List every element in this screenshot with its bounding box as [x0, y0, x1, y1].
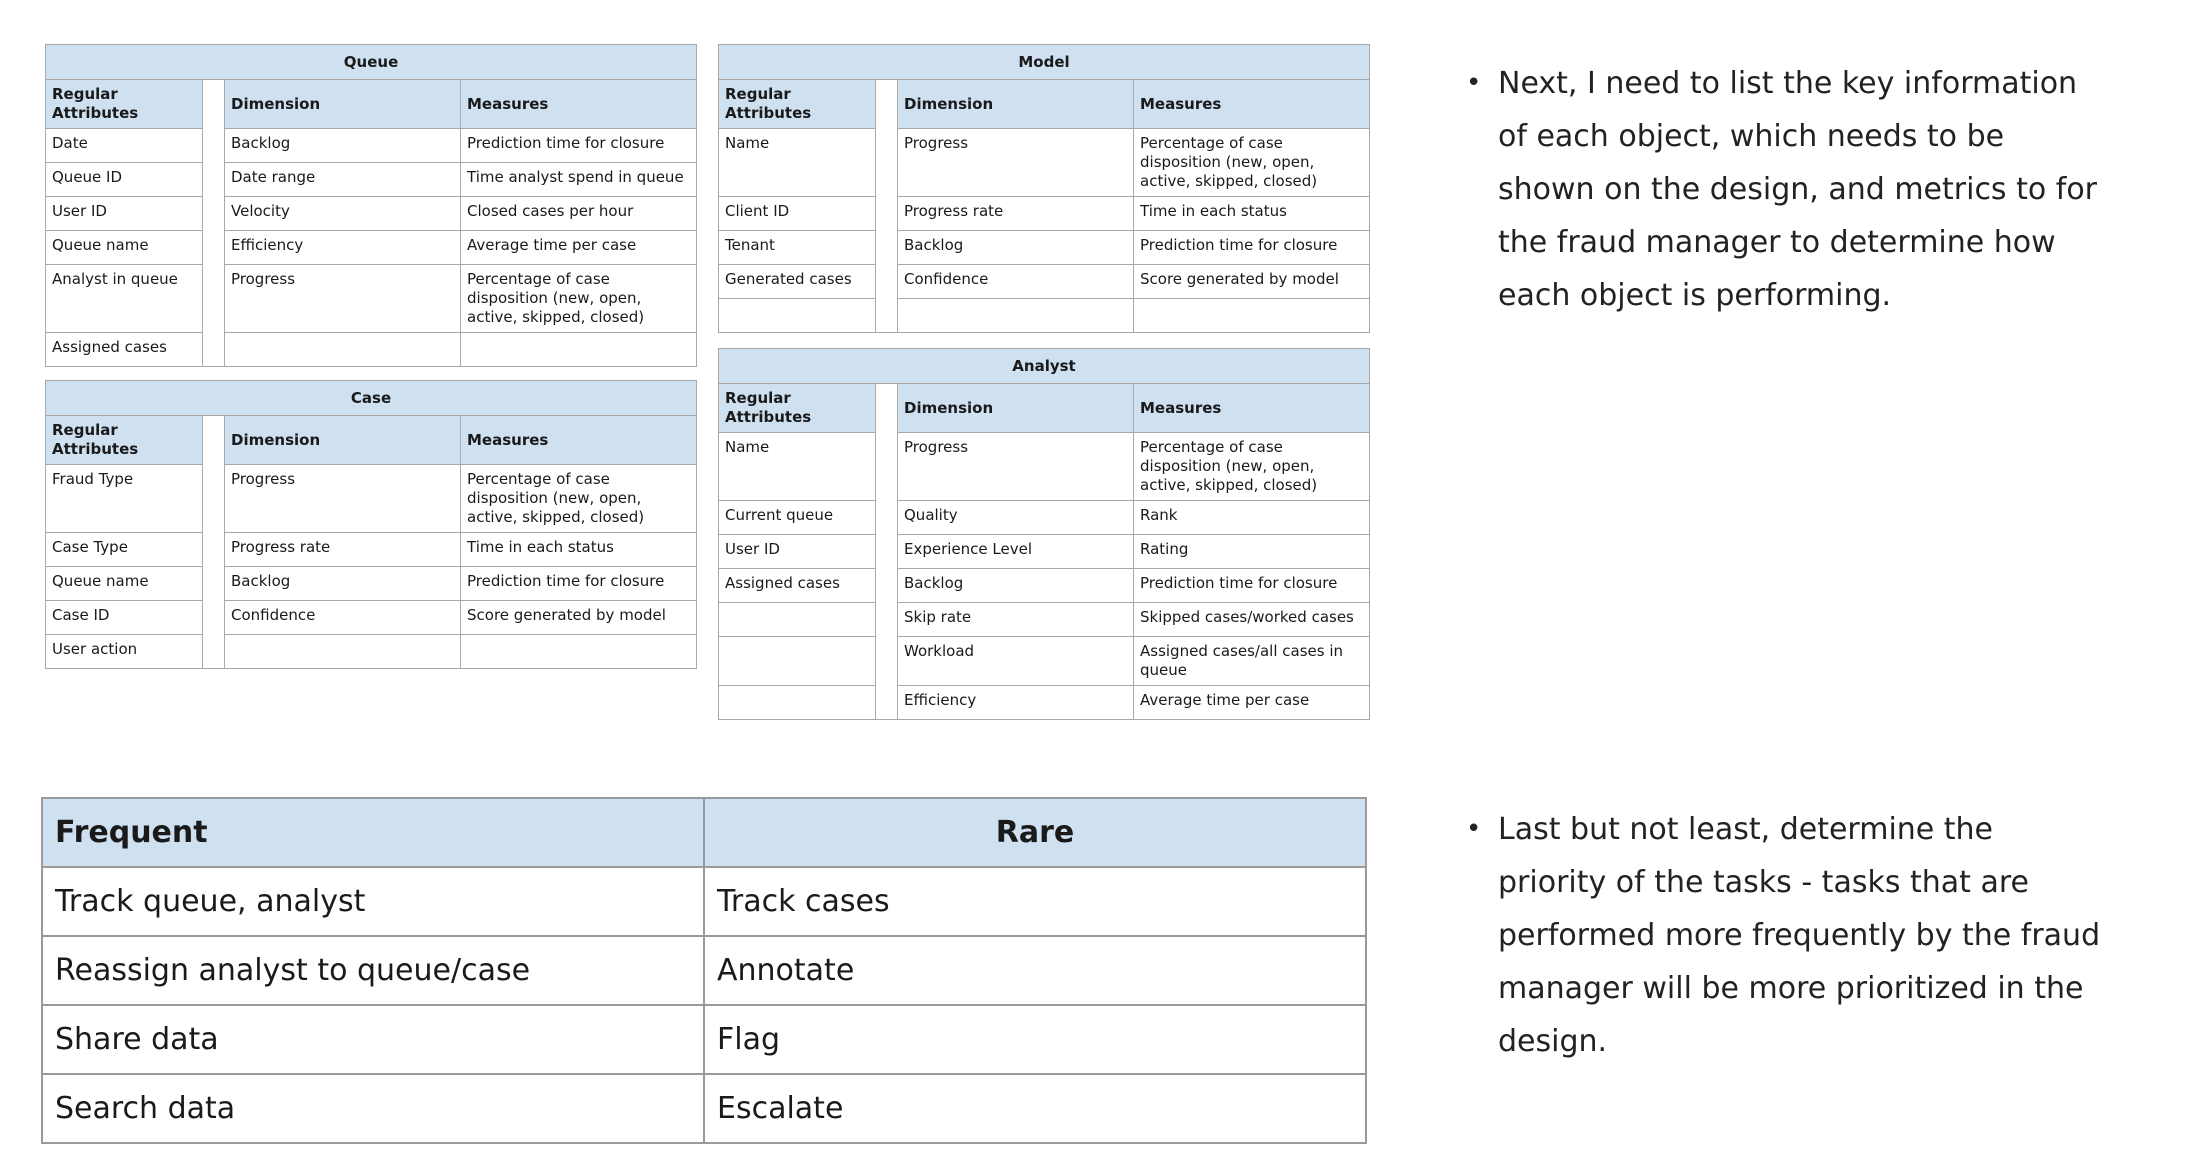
- attributes-header: Regular Attributes: [719, 80, 876, 129]
- frequent-task-cell: Reassign analyst to queue/case: [42, 936, 704, 1005]
- table-row: [46, 635, 697, 669]
- table-row: [719, 299, 1370, 333]
- dimension-header: Dimension: [898, 384, 1134, 433]
- attribute-cell: Fraud Type: [46, 465, 203, 533]
- attribute-cell: [719, 299, 876, 333]
- table-row: [46, 601, 697, 635]
- table-row: [46, 567, 697, 601]
- dimension-cell: Experience Level: [898, 535, 1134, 569]
- table-row: [719, 197, 1370, 231]
- dimension-cell: Progress: [898, 433, 1134, 501]
- measure-cell: Percentage of case disposition (new, open, active, skipped, closed): [461, 465, 697, 533]
- column-header-row: [719, 80, 1370, 129]
- dimension-cell: [898, 299, 1134, 333]
- frequent-task-cell: Share data: [42, 1005, 704, 1074]
- table-row: [46, 333, 697, 367]
- column-header-row: [719, 384, 1370, 433]
- attributes-header: Regular Attributes: [46, 80, 203, 129]
- attribute-cell: [719, 603, 876, 637]
- measure-cell: Score generated by model: [461, 601, 697, 635]
- table-row: [46, 231, 697, 265]
- dimension-cell: Quality: [898, 501, 1134, 535]
- measure-cell: Rank: [1134, 501, 1370, 535]
- note-item: • Last but not least, determine the priority of the tasks - tasks that are performed more frequently by the fraud manager will be more prioritized in the design.: [1466, 803, 2106, 1068]
- dimension-cell: [225, 333, 461, 367]
- table-row: [719, 686, 1370, 720]
- measure-cell: Average time per case: [461, 231, 697, 265]
- attribute-cell: Case Type: [46, 533, 203, 567]
- table-title: Queue: [46, 45, 697, 80]
- table-title: Analyst: [719, 349, 1370, 384]
- column-separator: [876, 384, 898, 720]
- analyst-table: [718, 348, 1370, 720]
- dimension-cell: Efficiency: [898, 686, 1134, 720]
- table-row: [719, 569, 1370, 603]
- dimension-cell: Skip rate: [898, 603, 1134, 637]
- rare-task-cell: Track cases: [704, 867, 1366, 936]
- table-row: [719, 535, 1370, 569]
- task-header-row: [42, 798, 1366, 867]
- measure-cell: [461, 333, 697, 367]
- column-header-row: [46, 416, 697, 465]
- attributes-header: Regular Attributes: [719, 384, 876, 433]
- rare-task-cell: Escalate: [704, 1074, 1366, 1143]
- table-row: [46, 533, 697, 567]
- measure-cell: Score generated by model: [1134, 265, 1370, 299]
- measures-header: Measures: [461, 80, 697, 129]
- measure-cell: Rating: [1134, 535, 1370, 569]
- attribute-cell: Name: [719, 129, 876, 197]
- attribute-cell: User ID: [719, 535, 876, 569]
- dimension-header: Dimension: [898, 80, 1134, 129]
- measure-cell: Prediction time for closure: [461, 567, 697, 601]
- measure-cell: Average time per case: [1134, 686, 1370, 720]
- table-row: [46, 197, 697, 231]
- measure-cell: [1134, 299, 1370, 333]
- table-title: Case: [46, 381, 697, 416]
- dimension-cell: Progress: [225, 465, 461, 533]
- table-title: Model: [719, 45, 1370, 80]
- dimension-cell: Velocity: [225, 197, 461, 231]
- dimension-cell: Backlog: [225, 567, 461, 601]
- dimension-cell: Backlog: [898, 231, 1134, 265]
- column-header-row: [46, 80, 697, 129]
- table-row: [719, 129, 1370, 197]
- dimension-cell: Backlog: [225, 129, 461, 163]
- dimension-header: Dimension: [225, 416, 461, 465]
- column-separator: [203, 80, 225, 367]
- note-item: • Next, I need to list the key information of each object, which needs to be shown on the design, and metrics to for the fraud manager to determine how each object is performing.: [1466, 57, 2106, 322]
- measure-cell: Prediction time for closure: [461, 129, 697, 163]
- attribute-cell: Current queue: [719, 501, 876, 535]
- column-separator: [203, 416, 225, 669]
- attribute-cell: Name: [719, 433, 876, 501]
- attribute-cell: [719, 637, 876, 686]
- dimension-header: Dimension: [225, 80, 461, 129]
- table-row: [719, 231, 1370, 265]
- measures-header: Measures: [1134, 384, 1370, 433]
- table-title-row: [46, 45, 697, 80]
- table-row: [719, 433, 1370, 501]
- rare-task-cell: Flag: [704, 1005, 1366, 1074]
- measure-cell: Closed cases per hour: [461, 197, 697, 231]
- attribute-cell: Generated cases: [719, 265, 876, 299]
- task-row: [42, 1074, 1366, 1143]
- attribute-cell: Queue name: [46, 231, 203, 265]
- table-row: [719, 501, 1370, 535]
- dimension-cell: Progress rate: [225, 533, 461, 567]
- measures-header: Measures: [461, 416, 697, 465]
- case-table: [45, 380, 697, 669]
- attribute-cell: User ID: [46, 197, 203, 231]
- measure-cell: Percentage of case disposition (new, open, active, skipped, closed): [1134, 129, 1370, 197]
- dimension-cell: Confidence: [225, 601, 461, 635]
- attributes-header: Regular Attributes: [46, 416, 203, 465]
- frequent-task-cell: Search data: [42, 1074, 704, 1143]
- task-row: [42, 1005, 1366, 1074]
- measure-cell: Time in each status: [1134, 197, 1370, 231]
- dimension-cell: Backlog: [898, 569, 1134, 603]
- task-row: [42, 936, 1366, 1005]
- rare-header: Rare: [704, 798, 1366, 867]
- dimension-cell: Workload: [898, 637, 1134, 686]
- attribute-cell: Analyst in queue: [46, 265, 203, 333]
- rare-task-cell: Annotate: [704, 936, 1366, 1005]
- column-separator: [876, 80, 898, 333]
- attribute-cell: User action: [46, 635, 203, 669]
- dimension-cell: Progress: [898, 129, 1134, 197]
- table-title-row: [719, 45, 1370, 80]
- note-list-2: [1466, 803, 2106, 1068]
- attribute-cell: Queue name: [46, 567, 203, 601]
- attribute-cell: Assigned cases: [46, 333, 203, 367]
- measure-cell: Time in each status: [461, 533, 697, 567]
- attribute-cell: Queue ID: [46, 163, 203, 197]
- note-list-1: [1466, 57, 2106, 322]
- dimension-cell: Progress: [225, 265, 461, 333]
- measure-cell: Prediction time for closure: [1134, 569, 1370, 603]
- task-priority-table: [41, 797, 1367, 1144]
- measure-cell: Percentage of case disposition (new, open, active, skipped, closed): [461, 265, 697, 333]
- dimension-cell: Progress rate: [898, 197, 1134, 231]
- frequent-header: Frequent: [42, 798, 704, 867]
- attribute-cell: Case ID: [46, 601, 203, 635]
- table-title-row: [719, 349, 1370, 384]
- table-row: [719, 603, 1370, 637]
- measure-cell: Percentage of case disposition (new, open, active, skipped, closed): [1134, 433, 1370, 501]
- table-row: [719, 265, 1370, 299]
- measure-cell: Prediction time for closure: [1134, 231, 1370, 265]
- model-table: [718, 44, 1370, 333]
- queue-table: [45, 44, 697, 367]
- table-row: [46, 163, 697, 197]
- dimension-cell: Confidence: [898, 265, 1134, 299]
- attribute-cell: Date: [46, 129, 203, 163]
- attribute-cell: [719, 686, 876, 720]
- table-row: [719, 637, 1370, 686]
- dimension-cell: Date range: [225, 163, 461, 197]
- table-row: [46, 465, 697, 533]
- table-row: [46, 129, 697, 163]
- table-title-row: [46, 381, 697, 416]
- attribute-cell: Assigned cases: [719, 569, 876, 603]
- attribute-cell: Client ID: [719, 197, 876, 231]
- measure-cell: Assigned cases/all cases in queue: [1134, 637, 1370, 686]
- dimension-cell: [225, 635, 461, 669]
- measure-cell: [461, 635, 697, 669]
- attribute-cell: Tenant: [719, 231, 876, 265]
- task-row: [42, 867, 1366, 936]
- measure-cell: Time analyst spend in queue: [461, 163, 697, 197]
- dimension-cell: Efficiency: [225, 231, 461, 265]
- table-row: [46, 265, 697, 333]
- frequent-task-cell: Track queue, analyst: [42, 867, 704, 936]
- measures-header: Measures: [1134, 80, 1370, 129]
- measure-cell: Skipped cases/worked cases: [1134, 603, 1370, 637]
